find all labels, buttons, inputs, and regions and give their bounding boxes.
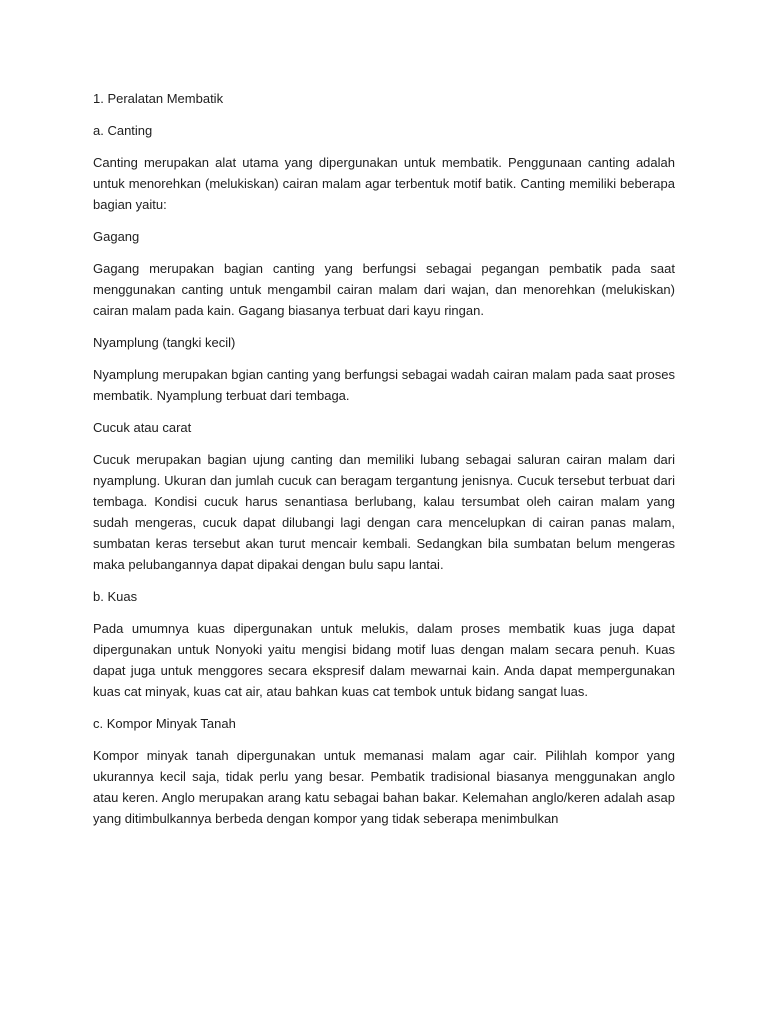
- paragraph-canting-intro: Canting merupakan alat utama yang dipergunakan untuk membatik. Penggunaan canting adalah untuk menorehkan (melukiskan) cairan malam agar terbentuk motif batik. Canting memiliki beberapa bagian yaitu:: [93, 155, 675, 212]
- section-heading-canting: a. Canting: [93, 123, 153, 138]
- paragraph-nyamplung: Nyamplung merupakan bgian canting yang berfungsi sebagai wadah cairan malam pada saat proses membatik. Nyamplung terbuat dari tembaga.: [93, 367, 675, 403]
- paragraph-kompor: Kompor minyak tanah dipergunakan untuk memanasi malam agar cair. Pilihlah kompor yang ukurannya kecil saja, tidak perlu yang besar. Pembatik tradisional biasanya menggunakan anglo atau keren. Anglo merupakan arang katu sebagai bahan bakar. Kelemahan anglo/keren adalah asap yang ditimbulkannya berbeda dengan kompor yang tidak seberapa menimbulkan: [93, 748, 675, 826]
- paragraph-cucuk: Cucuk merupakan bagian ujung canting dan memiliki lubang sebagai saluran cairan malam dari nyamplung. Ukuran dan jumlah cucuk can beragam tergantung jenisnya. Cucuk tersebut terbuat dari tembaga. Kondisi cucuk harus senantiasa berlubang, kalau tersumbat oleh cairan malam yang sudah mengeras, cucuk dapat dilubangi lagi dengan cara mencelupkan di cairan panas malam, sumbatan keras tersebut akan turut mencair kembali. Sedangkan bila sumbatan belum mengeras maka pelubangannya dapat dipakai dengan bulu sapu lantai.: [93, 452, 675, 572]
- document-title: 1. Peralatan Membatik: [93, 91, 224, 106]
- paragraph-kuas: Pada umumnya kuas dipergunakan untuk melukis, dalam proses membatik kuas juga dapat dipergunakan untuk Nonyoki yaitu mengisi bidang motif luas dengan malam secara penuh. Kuas dapat juga untuk menggores secara ekspresif dalam mewarnai kain. Anda dapat mempergunakan kuas cat minyak, kuas cat air, atau bahkan kuas cat tembok untuk bidang sangat luas.: [93, 621, 675, 699]
- section-heading-kompor: c. Kompor Minyak Tanah: [93, 716, 236, 731]
- paragraph-gagang: Gagang merupakan bagian canting yang berfungsi sebagai pegangan pembatik pada saat menggunakan canting untuk mengambil cairan malam dari wajan, dan menorehkan (melukiskan) cairan malam pada kain. Gagang biasanya terbuat dari kayu ringan.: [93, 261, 675, 318]
- document-page: [93, 88, 675, 840]
- part-label-gagang: Gagang: [93, 229, 140, 244]
- section-heading-kuas: b. Kuas: [93, 589, 138, 604]
- part-label-cucuk: Cucuk atau carat: [93, 420, 192, 435]
- part-label-nyamplung: Nyamplung (tangki kecil): [93, 335, 236, 350]
